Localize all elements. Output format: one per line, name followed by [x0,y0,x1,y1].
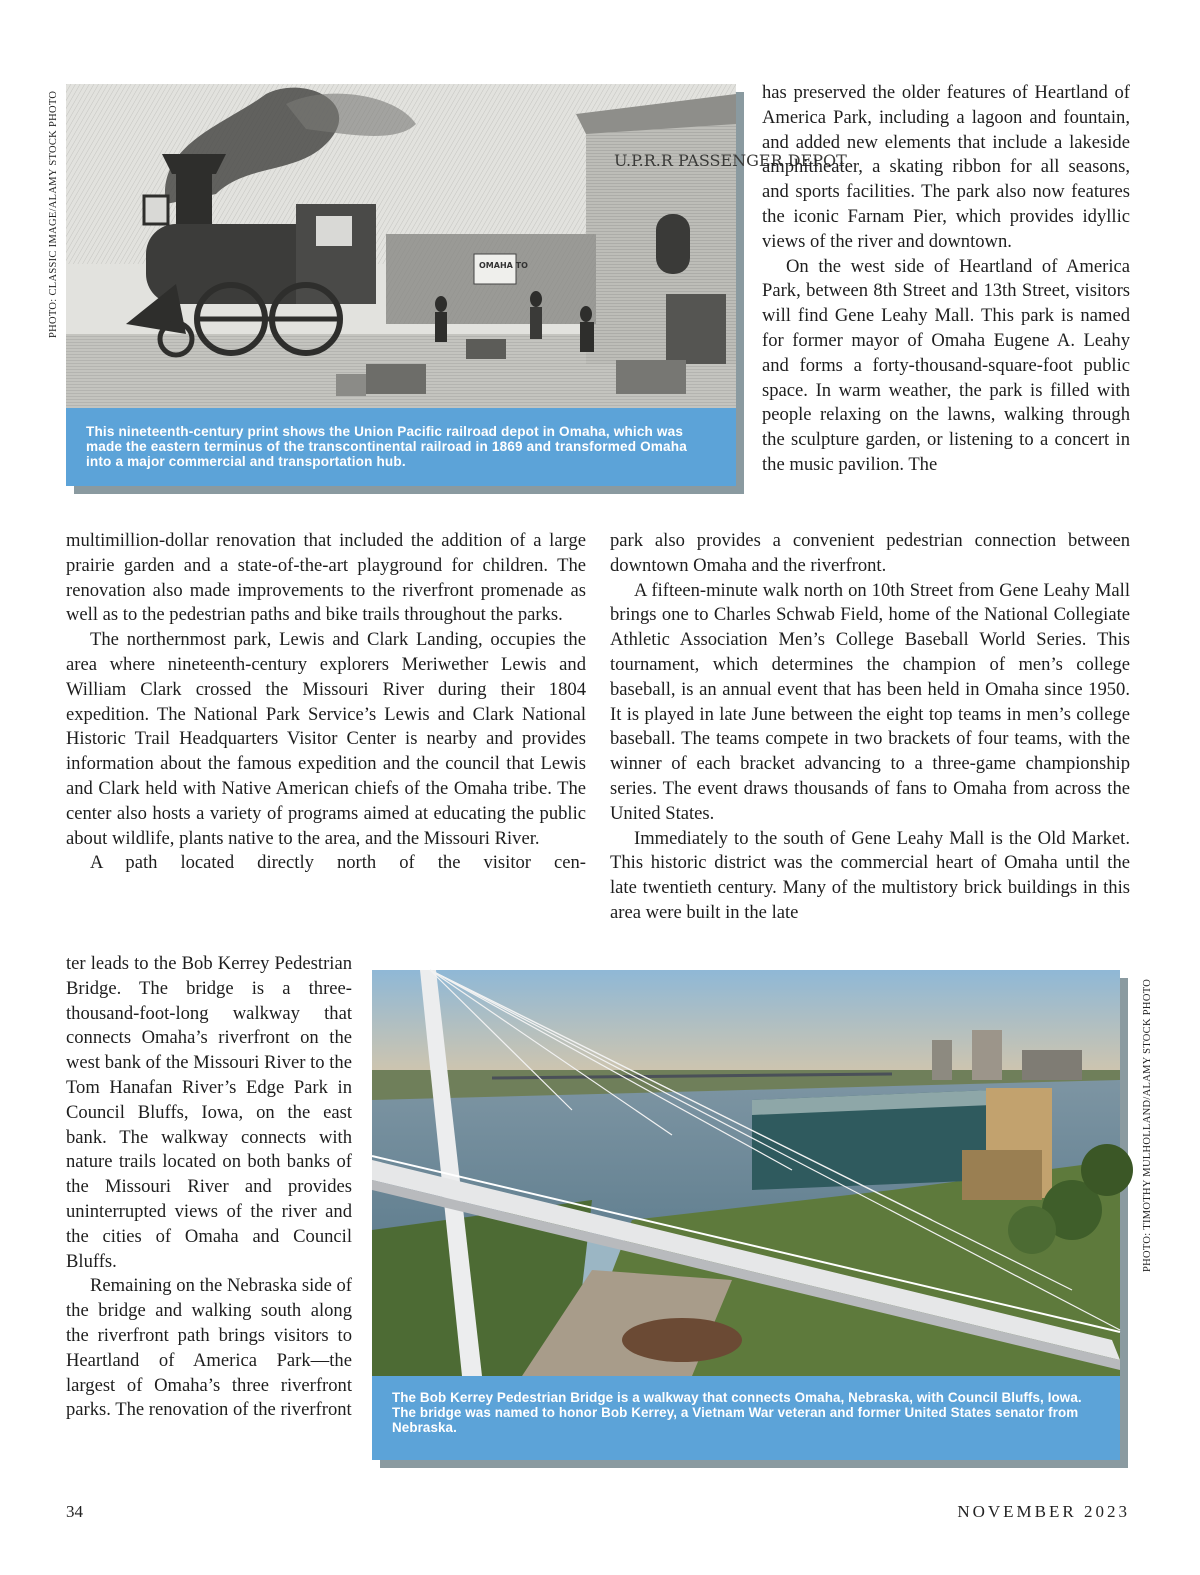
issue-date: NOVEMBER 2023 [957,1502,1130,1521]
bottom-photo-caption: The Bob Kerrey Pedestrian Bridge is a walkway that connects Omaha, Nebraska, with Council Bluffs, Iowa. The bridge was named to honor Bob Kerrey, a Vietnam War veteran and former United States senator from Nebraska. [372,1376,1120,1460]
paragraph: multimillion-dollar renovation that included the addition of a large prairie garden and a state-of-the-art playground for children. The renovation also made improvements to the riverfront promenade as well as to the pedestrian paths and bike trails throughout the parks. [66,530,586,626]
engraving-illustration [66,84,847,408]
left-column-bottom-text [66,952,352,1423]
car-sign: OMAHA TO [479,261,528,270]
page-number: 34 [66,1502,83,1521]
pedestrian-bridge-photo [372,970,1120,1376]
bottom-photo-credit: PHOTO: TIMOTHY MULHOLLAND/ALAMY STOCK PHOTO [1142,978,1153,1272]
right-column-top-text [762,81,1130,478]
top-photo-caption: This nineteenth-century print shows the Union Pacific railroad depot in Omaha, which was made the eastern terminus of the transcontinental railroad in 1869 and transformed Omaha into a major commercial and transportation hub. [66,408,736,486]
train-depot-engraving [66,84,847,408]
right-column-middle-text [610,529,1130,926]
paragraph: On the west side of Heartland of America Park, between 8th Street and 13th Street, visitors will find Gene Leahy Mall. This park is named for former mayor of Omaha Eugene A. Leahy and forms a forty-thousand-square-foot public space. In warm weather, the park is filled with people relaxing on the lawns, walking through the sculpture garden, or listening to a concert in the music pavilion. The [762,255,1130,475]
paragraph: A fifteen-minute walk north on 10th Street from Gene Leahy Mall brings one to Charles Schwab Field, home of the National Collegiate Athletic Association Men’s College Baseball World Series. This tournament, which determines the champion of men’s college baseball, is an annual event that has been held in Omaha since 1950. It is played in late June between the eight top teams in men’s college baseball. The teams compete in two brackets of four teams, with the winner of each bracket advancing to a three-game championship series. The event draws thousands of fans to Omaha from across the United States. [610,579,1130,824]
paragraph: has preserved the older features of Heartland of America Park, including a lagoon and fountain, and added new elements that include a lakeside amphitheater, a skating ribbon for all seasons, and sports facilities. The park also now features the iconic Farnam Pier, which provides idyllic views of the river and downtown. [762,82,1130,252]
top-photo-credit: PHOTO: CLASSIC IMAGE/ALAMY STOCK PHOTO [48,90,59,338]
paragraph: Immediately to the south of Gene Leahy Mall is the Old Market. This historic district was the commercial heart of Omaha until the late twentieth century. Many of the multistory brick buildings in this area were built in the late [610,827,1130,923]
depot-sign: U.P.R.R PASSENGER DEPOT [614,151,847,170]
paragraph: ter leads to the Bob Kerrey Pedestrian Bridge. The bridge is a three-thousand-foot-long walkway that connects Omaha’s riverfront on the west bank of the Missouri River to the Tom Hanafan River’s Edge Park in Council Bluffs, Iowa, on the east bank. The walkway connects with nature trails located on both banks of the Missouri River and provides uninterrupted views of the river and the cities of Omaha and Council Bluffs. [66,953,352,1272]
pedestrian-bridge-figure [372,970,1120,1460]
train-depot-figure [66,84,847,486]
bridge-illustration [372,970,1120,1376]
paragraph: Remaining on the Nebraska side of the bridge and walking south along the riverfront path brings visitors to Heartland of America Park—the largest of Omaha’s three riverfront parks. The renovation of the riverfront [66,1275,352,1421]
left-column-middle-text [66,529,586,876]
paragraph: A path located directly north of the visitor cen- [90,852,586,874]
paragraph: park also provides a convenient pedestrian connection between downtown Omaha and the riverfront. [610,530,1130,576]
paragraph: The northernmost park, Lewis and Clark Landing, occupies the area where nineteenth-century explorers Meriwether Lewis and William Clark crossed the Missouri River during their 1804 expedition. The National Park Service’s Lewis and Clark National Historic Trail Headquarters Visitor Center is nearby and provides information about the famous expedition and the council that Lewis and Clark held with Native American chiefs of the Omaha tribe. The center also hosts a variety of programs aimed at educating the public about wildlife, plants native to the area, and the Missouri River. [66,629,586,849]
